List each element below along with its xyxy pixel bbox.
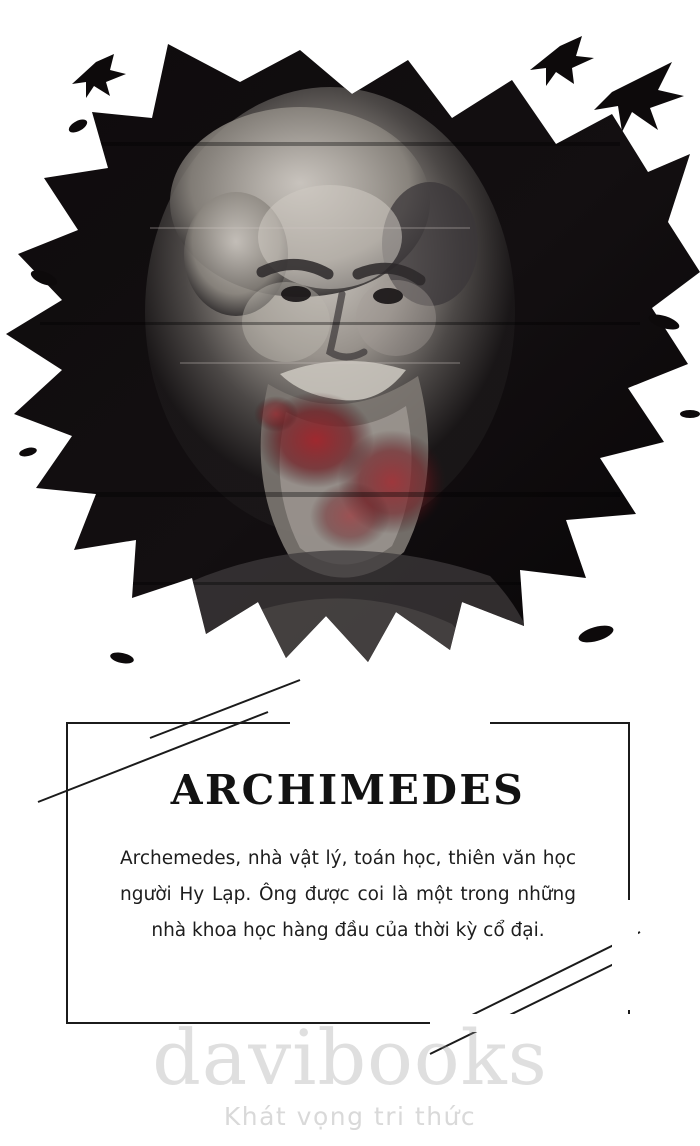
caption-block bbox=[66, 722, 630, 1024]
watermark-tagline: Khát vọng tri thức bbox=[223, 1102, 477, 1131]
watermark-brand: davibooks bbox=[152, 1013, 548, 1102]
caption-body-text: Archemedes, nhà vật lý, toán học, thiên văn học người Hy Lạp. Ông được coi là một trong những nhà khoa học hàng đầu của thời kỳ cổ đại. bbox=[120, 848, 576, 942]
watermark bbox=[0, 1013, 700, 1131]
page-title: ARCHIMEDES bbox=[170, 766, 526, 814]
archimedes-portrait-ink-splatter bbox=[0, 22, 700, 672]
